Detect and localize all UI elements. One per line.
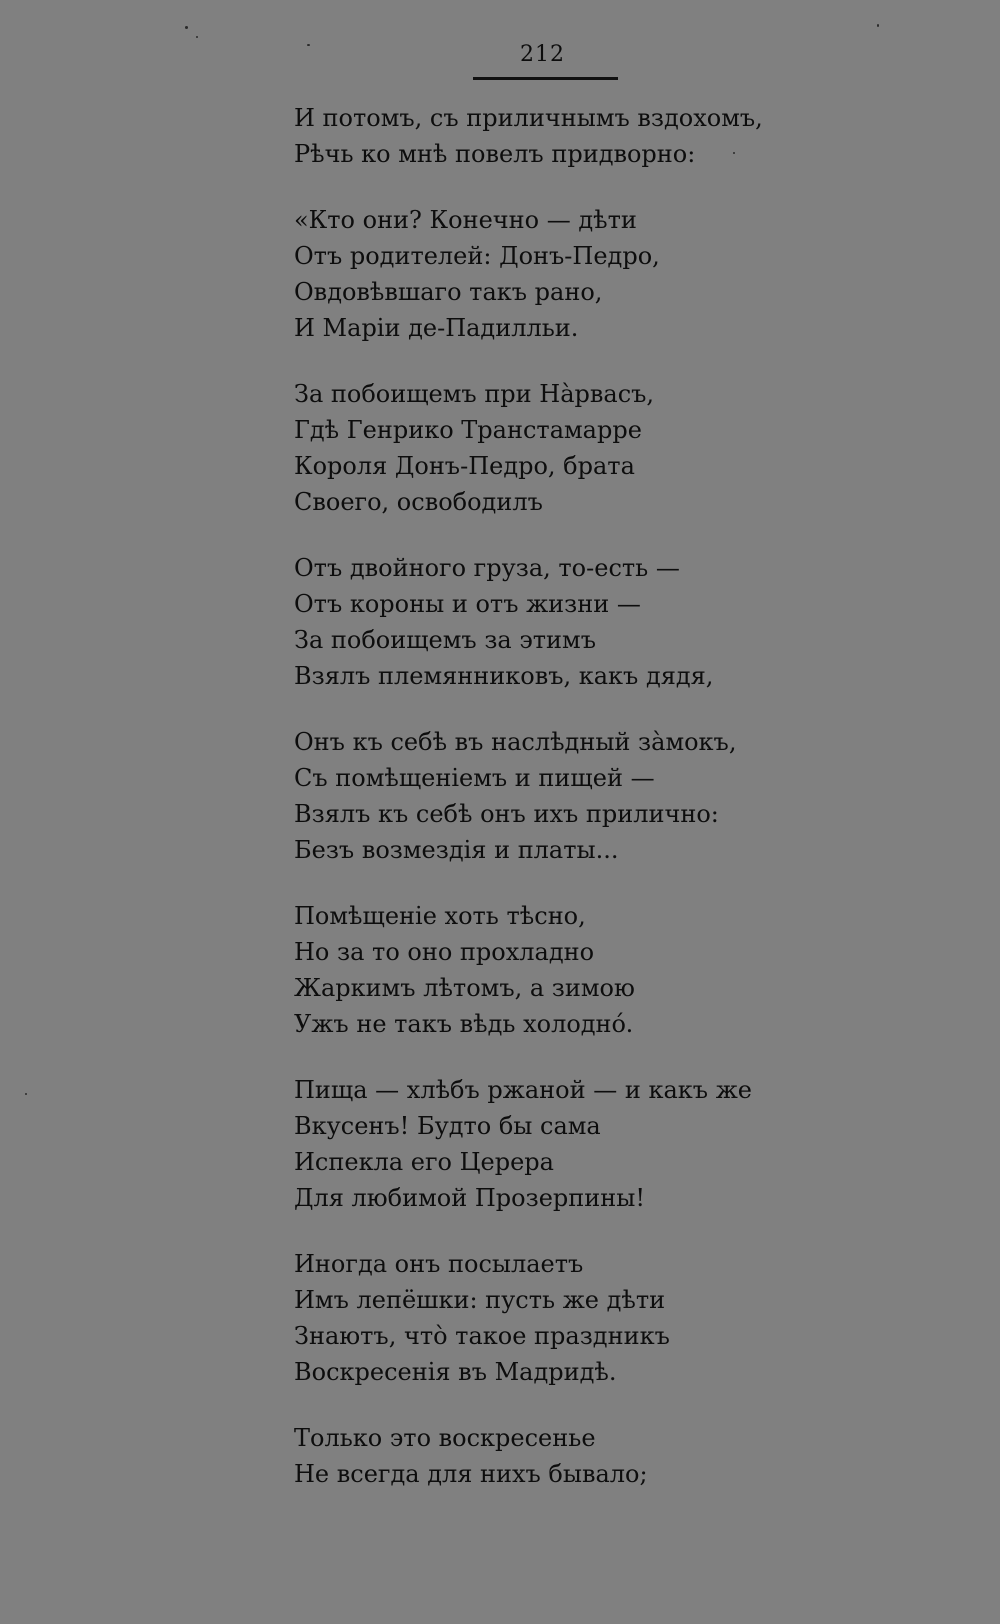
stanza-2	[294, 202, 794, 346]
verse-line: Безъ возмездія и платы...	[294, 836, 619, 864]
stanza-gap	[294, 694, 794, 724]
verse-line: Не всегда для нихъ бывало;	[294, 1460, 648, 1488]
scan-speck	[307, 44, 310, 46]
stanza-3	[294, 376, 794, 520]
stanza-gap	[294, 346, 794, 376]
verse-line: Жаркимъ лѣтомъ, а зимою	[294, 974, 635, 1002]
scan-speck	[877, 24, 879, 27]
verse-line: Отъ двойного груза, то-есть —	[294, 554, 680, 582]
verse-line: Взялъ къ себѣ онъ ихъ прилично:	[294, 800, 719, 828]
verse-line: И потомъ, съ приличнымъ вздохомъ,	[294, 104, 763, 132]
verse-line: Знаютъ, что̀ такое праздникъ	[294, 1322, 670, 1350]
stanza-gap	[294, 1042, 794, 1072]
verse-line: Отъ короны и отъ жизни —	[294, 590, 641, 618]
stanza-gap	[294, 172, 794, 202]
stanza-5	[294, 724, 794, 868]
stanza-7	[294, 1072, 794, 1216]
verse-line: За побоищемъ при Нàрвасъ,	[294, 380, 655, 408]
verse-line: Помѣщеніе хоть тѣсно,	[294, 902, 586, 930]
scan-speck	[25, 1093, 27, 1095]
verse-line: Воскресенія въ Мадридѣ.	[294, 1358, 617, 1386]
scan-speck	[733, 152, 735, 154]
stanza-gap	[294, 520, 794, 550]
verse-line: Но за то оно прохладно	[294, 938, 595, 966]
stanza-8	[294, 1246, 794, 1390]
scan-speck	[196, 36, 198, 38]
stanza-4	[294, 550, 794, 694]
verse-line: Только это воскресенье	[294, 1424, 596, 1452]
header-rule	[473, 77, 618, 80]
verse-line: Вкусенъ! Будто бы сама	[294, 1112, 601, 1140]
verse-line: Овдовѣвшаго такъ рано,	[294, 278, 603, 306]
verse-line: Имъ лепёшки: пусть же дѣти	[294, 1286, 666, 1314]
stanza-gap	[294, 868, 794, 898]
stanza-9	[294, 1420, 794, 1492]
verse-line: Иногда онъ посылаетъ	[294, 1250, 584, 1278]
verse-line: За побоищемъ за этимъ	[294, 626, 596, 654]
stanza-gap	[294, 1390, 794, 1420]
verse-line: Съ помѣщеніемъ и пищей —	[294, 764, 655, 792]
stanza-gap	[294, 1216, 794, 1246]
verse-line: Гдѣ Генрико Транстамарре	[294, 416, 642, 444]
poem-text	[294, 100, 794, 1492]
scan-speck	[185, 26, 188, 29]
verse-line: Отъ родителей: Донъ-Педро,	[294, 242, 660, 270]
stanza-1	[294, 100, 794, 172]
verse-line: Рѣчь ко мнѣ повелъ придворно:	[294, 140, 696, 168]
stanza-6	[294, 898, 794, 1042]
verse-line: Своего, освободилъ	[294, 488, 543, 516]
verse-line: И Маріи де-Падилльи.	[294, 314, 579, 342]
verse-line: Взялъ племянниковъ, какъ дядя,	[294, 662, 714, 690]
verse-line: «Кто они? Конечно — дѣти	[294, 206, 637, 234]
verse-line: Онъ къ себѣ въ наслѣдный зàмокъ,	[294, 728, 737, 756]
verse-line: Пища — хлѣбъ ржаной — и какъ же	[294, 1076, 752, 1104]
verse-line: Ужъ не такъ вѣдь холоднó.	[294, 1010, 634, 1038]
page-number: 212	[520, 42, 565, 67]
verse-line: Для любимой Прозерпины!	[294, 1184, 645, 1212]
verse-line: Короля Донъ-Педро, брата	[294, 452, 635, 480]
verse-line: Испекла его Церера	[294, 1148, 554, 1176]
